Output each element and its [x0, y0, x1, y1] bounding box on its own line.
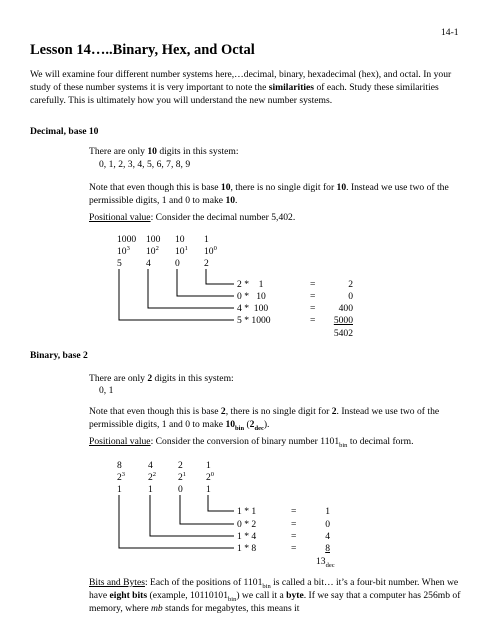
binary-connector-fours: [150, 495, 234, 536]
decimal-calc-result-3: 400: [338, 303, 353, 314]
decimal-power-1: $10^1$: [175, 244, 188, 257]
binary-connector-ones: [208, 495, 234, 511]
binary-calc-expr-2: 0 * 2: [237, 519, 257, 530]
bits-and-bytes-paragraph: Bits and Bytes: Each of the positions of $1101_{bin}$ is called a bit… it’s a four-bit number. When we have eight bits (example, $10110101_{bin}$) we call it a byte. If we say that a computer has 256mb of memory, where mb stands for megabytes, this means it: [89, 577, 461, 614]
binary-digit-pos3: 1: [117, 484, 122, 495]
decimal-place-100: 100: [146, 234, 161, 245]
binary-digit-list: 0, 1: [99, 385, 114, 396]
decimal-calc-expr-1: 2 * 1: [237, 279, 264, 290]
binary-calc-eq-2: =: [291, 519, 297, 530]
page-title: Lesson 14…..Binary, Hex, and Octal: [30, 42, 255, 58]
decimal-digit-list: 0, 1, 2, 3, 4, 5, 6, 7, 8, 9: [99, 159, 191, 170]
binary-calc-result-3: 4: [325, 531, 330, 542]
decimal-power-3: $10^3$: [117, 244, 130, 257]
binary-calc-result-4: 8: [325, 543, 330, 554]
binary-power-1: $2^1$: [178, 470, 187, 483]
decimal-positional-value: Positional value: Consider the decimal number 5,402.: [89, 212, 296, 223]
binary-calc-result-1: 1: [325, 506, 330, 517]
binary-place-2: 2: [178, 460, 183, 471]
binary-calc-result-2: 0: [325, 519, 330, 530]
decimal-calc-eq-2: =: [310, 291, 316, 302]
decimal-calc-eq-3: =: [310, 303, 316, 314]
binary-power-2: $2^2$: [148, 470, 157, 483]
binary-digit-pos1: 0: [178, 484, 183, 495]
decimal-calc-expr-4: 5 * 1000: [237, 315, 271, 326]
binary-calc-expr-1: 1 * 1: [237, 506, 257, 517]
binary-connector-eights: [119, 495, 234, 548]
decimal-calc-expr-2: 0 * 10: [237, 291, 266, 302]
decimal-note: Note that even though this is base 10, there is no single digit for 10. Instead we use two of the permissible digits, 1 and 0 to make 10.: [89, 182, 449, 206]
decimal-place-1000: 1000: [117, 234, 137, 245]
binary-heading: Binary, base 2: [30, 350, 88, 361]
decimal-place-1: 1: [204, 234, 209, 245]
decimal-power-2: $10^2$: [146, 244, 159, 257]
page-number: 14-1: [441, 27, 459, 38]
decimal-digit-2: 2: [204, 258, 209, 269]
decimal-digit-4: 4: [146, 258, 151, 269]
binary-total: $13_{dec}$: [316, 556, 335, 569]
decimal-place-10: 10: [175, 234, 185, 245]
decimal-calc-eq-1: =: [310, 279, 316, 290]
binary-place-1: 1: [206, 460, 211, 471]
decimal-calc-result-4: 5000: [333, 315, 353, 326]
decimal-total: 5402: [333, 328, 353, 339]
binary-power-3: $2^3$: [117, 470, 126, 483]
intro-paragraph: We will examine four different number systems here,…decimal, binary, hexadecimal (hex), and octal. In your study of these number systems it is very important to note the similarities of each. Study these similarities carefully. This is ultimately how you will understand the new number systems.: [30, 69, 452, 106]
binary-calc-expr-3: 1 * 4: [237, 531, 257, 542]
decimal-power-0: $10^0$: [204, 244, 217, 257]
decimal-digit-count: There are only 10 digits in this system:: [89, 146, 239, 157]
decimal-calc-eq-4: =: [310, 315, 316, 326]
decimal-calc-result-1: 2: [348, 279, 353, 290]
binary-connector-twos: [180, 495, 234, 524]
decimal-digit-5: 5: [117, 258, 122, 269]
binary-note: Note that even though this is base 2, there is no single digit for 2. Instead we use two of the permissible digits, 1 and 0 to make $10_{bin}$ $(2_{dec})$.: [89, 406, 440, 432]
decimal-heading: Decimal, base 10: [30, 126, 99, 137]
binary-calc-expr-4: 1 * 8: [237, 543, 257, 554]
binary-positional-value: Positional value: Consider the conversion of binary number $1101_{bin}$ to decimal form.: [89, 436, 414, 449]
decimal-calc-expr-3: 4 * 100: [237, 303, 269, 314]
binary-power-0: $2^0$: [206, 470, 215, 483]
decimal-digit-0: 0: [175, 258, 180, 269]
binary-place-8: 8: [117, 460, 122, 471]
decimal-calc-result-2: 0: [348, 291, 353, 302]
binary-digit-pos0: 1: [206, 484, 211, 495]
binary-calc-eq-4: =: [291, 543, 297, 554]
binary-digit-count: There are only 2 digits in this system:: [89, 373, 234, 384]
binary-place-4: 4: [148, 460, 153, 471]
binary-calc-eq-3: =: [291, 531, 297, 542]
binary-calc-eq-1: =: [291, 506, 297, 517]
binary-digit-pos2: 1: [148, 484, 153, 495]
